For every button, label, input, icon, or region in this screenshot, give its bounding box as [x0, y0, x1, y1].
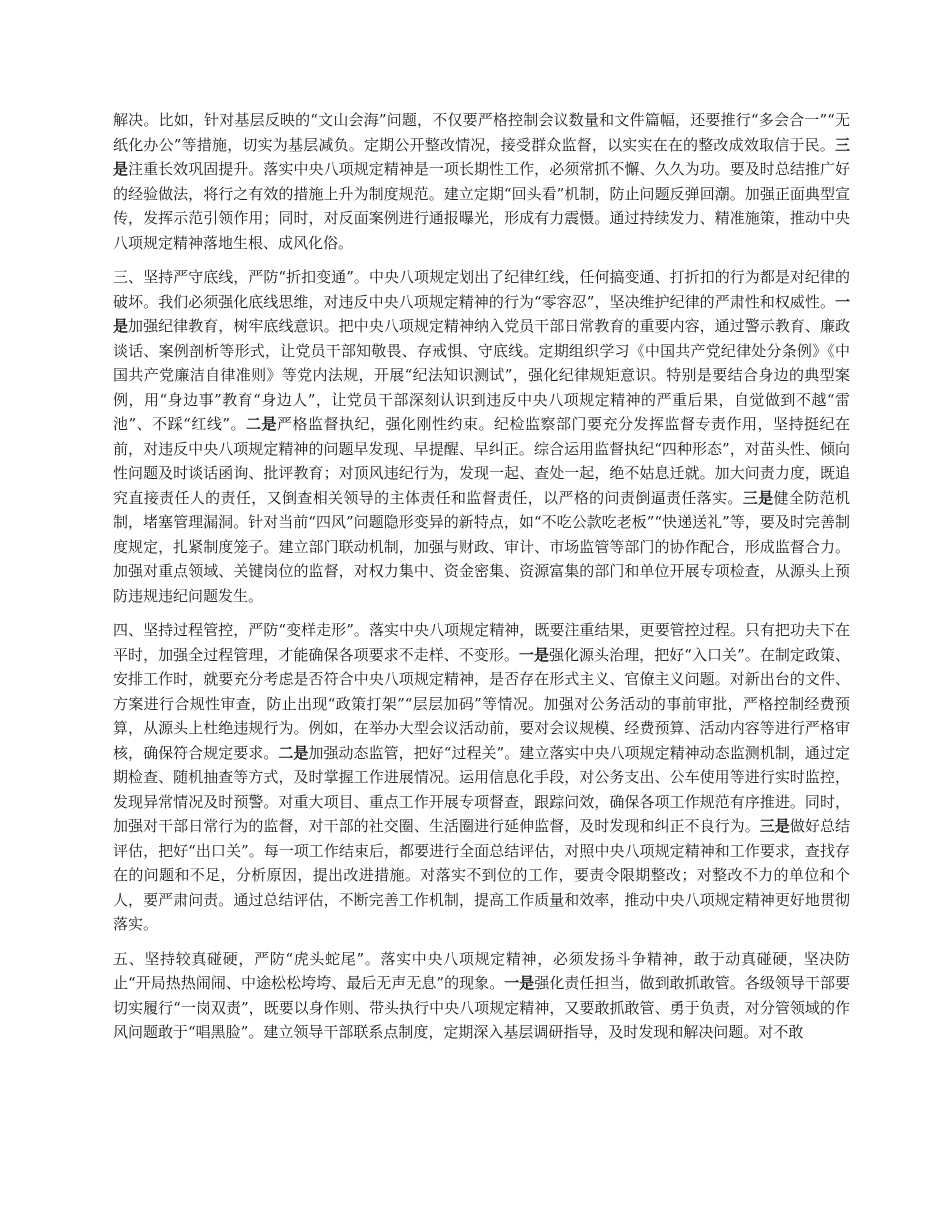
paragraph-text: 健全防范机制，堵塞管理漏洞。针对当前“四风”问题隐形变异的新特点，如“不吃公款吃老板”“快递送礼”等，要及时完善制度规定，扎紧制度笼子。建立部门联动机制，加强与财政、审计、市场监管等部门的协作配合，形成监督合力。加强对重点领域、关键岗位的监督，对权力集中、资金密集、资源富集的部门和单位开展专项检查，从源头上预防违规违纪问题发生。 [113, 488, 851, 605]
paragraph-3 [113, 618, 850, 937]
paragraph-text: 强化责任担当，做到敢抓敢管。各级领导干部要切实履行“一岗双责”，既要以身作则、带头执行中央八项规定精神，又要敢抓敢管、勇于负责，对分管领域的作风问题敢于“唱黑脸”。建立领导干部联系点制度，定期深入基层调研指导，及时发现和解决问题。对不敢 [113, 974, 850, 1041]
paragraph-text: 加强纪律教育，树牢底线意识。把中央八项规定精神纳入党员干部日常教育的重要内容，通过警示教育、廉政谈话、案例剖析等形式，让党员干部知敬畏、存戒惧、守底线。定期组织学习《中国共产党纪律处分条例》《中国共产党廉洁自律准则》等党内法规，开展“纪法知识测试”，强化纪律规矩意识。特别是要结合身边的典型案例，用“身边事”教育“身边人”，让党员干部深刻认识到违反中央八项规定精神的严重后果，自觉做到不越“雷池”、不踩“红线”。 [113, 317, 850, 433]
paragraph-emphasis: 二是 [278, 743, 309, 762]
paragraph-emphasis: 三是 [759, 817, 790, 835]
paragraph-1 [113, 108, 850, 255]
paragraph-emphasis: 一是 [518, 645, 549, 664]
paragraph-text: 强化源头治理，把好“入口关”。在制定政策、安排工作时，就要充分考虑是否符合中央八项规定精神，是否存在形式主义、官僚主义问题。对新出台的文件、方案进行合规性审查，防止出现“政策打架”“层层加码”等情况。加强对公务活动的事前审批，严格控制经费预算，从源头上杜绝违规行为。例如，在举办大型会议活动前，要对会议规模、经费预算、活动内容等进行严格审核，确保符合规定要求。 [113, 645, 850, 762]
paragraph-text: 解决。比如，针对基层反映的“文山会海”问题，不仅要严格控制会议数量和文件篇幅，还要推行“多会合一”“无纸化办公”等措施，切实为基层减负。定期公开整改情况，接受群众监督，以实实在在的整改成效取信于民。 [113, 111, 850, 154]
paragraph-text: 加强动态监管，把好“过程关”。建立落实中央八项规定精神动态监测机制，通过定期检查、随机抽查等方式，及时掌握工作进展情况。运用信息化手段，对公务支出、公车使用等进行实时监控，发现异常情况及时预警。对重大项目、重点工作开展专项督查，跟踪问效，确保各项工作规范有序推进。同时，加强对干部日常行为的监督，对干部的社交圈、生活圈进行延伸监督，及时发现和纠正不良行为。 [113, 743, 850, 835]
paragraph-text: 五、坚持较真碰硬，严防“虎头蛇尾”。落实中央八项规定精神，必须发扬斗争精神，敢于动真碰硬，坚决防止“开局热热闹闹、中途松松垮垮、最后无声无息”的现象。 [113, 949, 850, 992]
document-body [113, 108, 850, 1055]
paragraph-emphasis: 三是 [113, 135, 850, 178]
paragraph-emphasis: 一是 [113, 292, 850, 335]
paragraph-text: 四、坚持过程管控，严防“变样走形”。落实中央八项规定精神，既要注重结果，更要管控过程。只有把功夫下在平时，加强全过程管理，才能确保各项要求不走样、不变形。 [113, 621, 850, 664]
paragraph-text: 注重长效巩固提升。落实中央八项规定精神是一项长期性工作，必须常抓不懈、久久为功。要及时总结推广好的经验做法，将行之有效的措施上升为制度规范。建立定期“回头看”机制，防止问题反弹回潮。加强正面典型宣传，发挥示范引领作用；同时，对反面案例进行通报曝光，形成有力震慑。通过持续发力、精准施策，推动中央八项规定精神落地生根、成风化俗。 [113, 160, 850, 252]
paragraph-text: 严格监督执纪，强化刚性约束。纪检监察部门要充分发挥监督专责作用，坚持挺纪在前，对违反中央八项规定精神的问题早发现、早提醒、早纠正。综合运用监督执纪“四种形态”，对苗头性、倾向性问题及时谈话函询、批评教育；对顶风违纪行为，发现一起、查处一起，绝不姑息迁就。加大问责力度，既追究直接责任人的责任，又倒查相关领导的主体责任和监督责任，以严格的问责倒逼责任落实。 [113, 415, 850, 507]
paragraph-text: 做好总结评估，把好“出口关”。每一项工作结束后，都要进行全面总结评估，对照中央八项规定精神和工作要求，查找存在的问题和不足，分析原因，提出改进措施。对落实不到位的工作，要责令限期整改；对整改不力的单位和个人，要严肃问责。通过总结评估，不断完善工作机制，提高工作质量和效率，推动中央八项规定精神更好地贯彻落实。 [113, 817, 850, 933]
paragraph-emphasis: 三是 [742, 488, 774, 507]
paragraph-emphasis: 二是 [246, 415, 277, 433]
paragraph-text: 三、坚持严守底线，严防“折扣变通”。中央八项规定划出了纪律红线，任何搞变通、打折扣的行为都是对纪律的破坏。我们必须强化底线思维，对违反中央八项规定精神的行为“零容忍”，坚决维护纪律的严肃性和权威性。 [113, 268, 850, 311]
paragraph-emphasis: 一是 [504, 974, 535, 992]
paragraph-2 [113, 265, 850, 608]
paragraph-4 [113, 947, 850, 1045]
